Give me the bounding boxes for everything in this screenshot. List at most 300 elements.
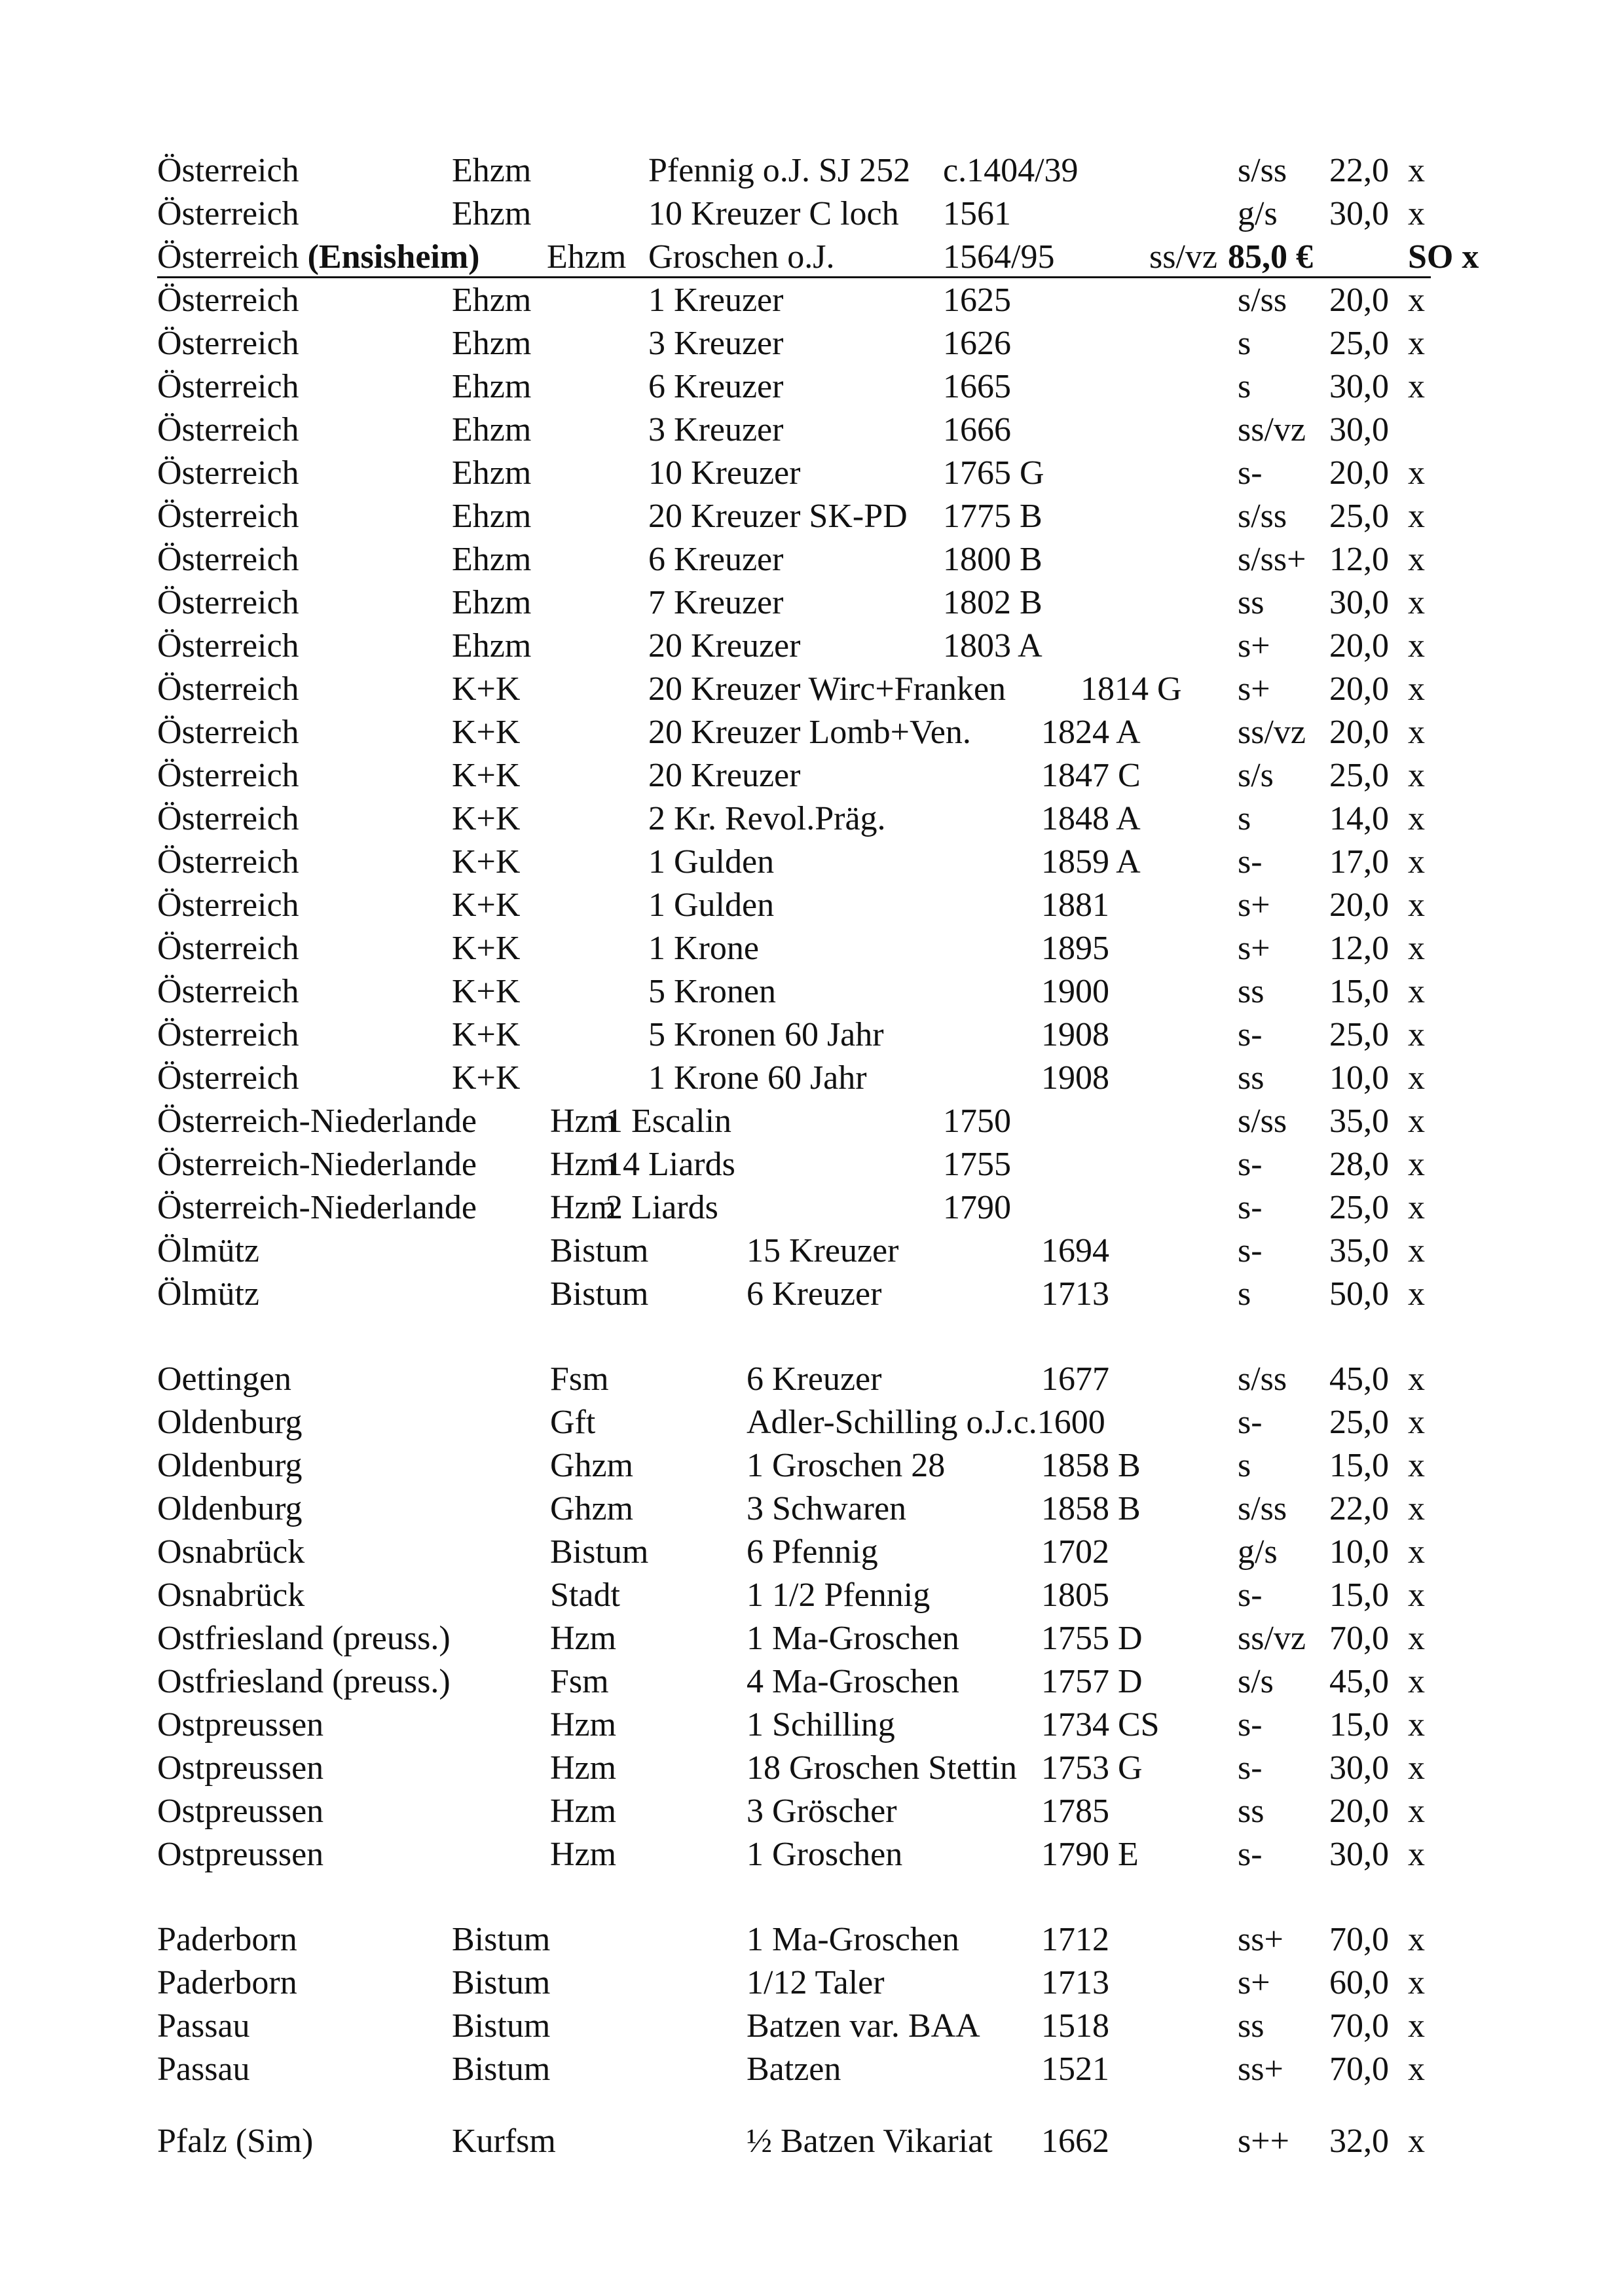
type-cell: K+K bbox=[452, 757, 521, 794]
type-cell: Ghzm bbox=[550, 1447, 634, 1484]
listing-row bbox=[0, 1143, 1624, 1186]
type-cell: Gft bbox=[550, 1404, 596, 1441]
grade-cell: s- bbox=[1238, 454, 1263, 492]
desc-cell: Batzen bbox=[747, 2050, 841, 2088]
mark-cell: x bbox=[1408, 1576, 1425, 1614]
mark-cell: x bbox=[1408, 627, 1425, 665]
grade-cell: s- bbox=[1238, 843, 1263, 881]
listing-row bbox=[0, 1273, 1624, 1316]
price-cell: 70,0 bbox=[1329, 2007, 1389, 2045]
type-cell: K+K bbox=[452, 800, 521, 837]
year-cell: 1908 bbox=[1041, 1059, 1109, 1097]
price-cell: 15,0 bbox=[1329, 1706, 1389, 1743]
grade-cell: s/ss bbox=[1238, 1490, 1287, 1527]
desc-cell: 7 Kreuzer bbox=[648, 584, 784, 621]
price-cell: 60,0 bbox=[1329, 1964, 1389, 2001]
type-cell: Hzm bbox=[550, 1706, 617, 1743]
region-cell: Oldenburg bbox=[157, 1447, 303, 1484]
grade-cell: s/ss bbox=[1238, 1360, 1287, 1398]
desc-cell: 4 Ma-Groschen bbox=[747, 1663, 959, 1700]
desc-cell: 20 Kreuzer Lomb+Ven. bbox=[648, 714, 971, 751]
year-cell: 1881 bbox=[1041, 886, 1109, 924]
region-cell: Österreich bbox=[157, 325, 299, 362]
year-cell: 1800 B bbox=[943, 541, 1043, 578]
price-cell: 15,0 bbox=[1329, 973, 1389, 1010]
year-cell: 1785 bbox=[1041, 1793, 1109, 1830]
region-cell bbox=[157, 236, 479, 279]
type-cell: Ehzm bbox=[452, 282, 532, 319]
mark-cell: x bbox=[1408, 714, 1425, 751]
type-cell: K+K bbox=[452, 930, 521, 967]
price-cell: 25,0 bbox=[1329, 1016, 1389, 1053]
region-cell: Österreich bbox=[157, 195, 299, 232]
grade-cell: s bbox=[1238, 1447, 1251, 1484]
mark-cell: x bbox=[1408, 1360, 1425, 1398]
price-cell: 30,0 bbox=[1329, 1836, 1389, 1873]
desc-cell: 5 Kronen 60 Jahr bbox=[648, 1016, 884, 1053]
year-cell: c.1404/39 bbox=[943, 152, 1079, 189]
region-note-bold: (Ensisheim) bbox=[307, 238, 480, 276]
grade-cell: ss/vz bbox=[1238, 411, 1306, 448]
listing-row bbox=[0, 1660, 1624, 1704]
price-cell: 45,0 bbox=[1329, 1360, 1389, 1398]
type-cell: Hzm bbox=[550, 1749, 617, 1787]
year-cell: 1755 D bbox=[1041, 1620, 1143, 1657]
desc-cell: Batzen var. BAA bbox=[747, 2007, 980, 2045]
price-cell: 20,0 bbox=[1329, 670, 1389, 708]
price-cell: 25,0 bbox=[1329, 757, 1389, 794]
type-cell: Ehzm bbox=[452, 195, 532, 232]
year-cell: 1734 CS bbox=[1041, 1706, 1160, 1743]
listing-row bbox=[0, 754, 1624, 797]
region-text: Österreich bbox=[157, 238, 308, 276]
year-cell: 1814 G bbox=[1080, 670, 1182, 708]
region-cell: Österreich bbox=[157, 1016, 299, 1053]
mark-cell: x bbox=[1408, 1663, 1425, 1700]
year-cell: 1561 bbox=[943, 195, 1011, 232]
grade-cell: ss bbox=[1238, 1793, 1264, 1830]
listing-row bbox=[0, 2048, 1624, 2091]
desc-cell: Groschen o.J. bbox=[648, 238, 835, 276]
desc-cell: 1 Ma-Groschen bbox=[747, 1921, 959, 1958]
desc-cell: 6 Kreuzer bbox=[747, 1360, 882, 1398]
region-cell: Ostpreussen bbox=[157, 1836, 324, 1873]
desc-cell: 1 Kreuzer bbox=[648, 282, 784, 319]
region-cell: Osnabrück bbox=[157, 1576, 305, 1614]
region-cell: Österreich bbox=[157, 152, 299, 189]
mark-cell: x bbox=[1408, 1490, 1425, 1527]
desc-cell: 6 Kreuzer bbox=[648, 541, 784, 578]
region-cell: Ölmütz bbox=[157, 1275, 259, 1313]
mark-cell: SO x bbox=[1408, 238, 1479, 276]
region-cell: Ostfriesland (preuss.) bbox=[157, 1620, 451, 1657]
listing-row bbox=[0, 1617, 1624, 1660]
listing-row bbox=[0, 538, 1624, 581]
grade-cell: s- bbox=[1238, 1706, 1263, 1743]
region-cell: Österreich bbox=[157, 282, 299, 319]
mark-cell: x bbox=[1408, 843, 1425, 881]
price-cell: 85,0 € bbox=[1228, 238, 1313, 276]
mark-cell: x bbox=[1408, 2007, 1425, 2045]
listing-row bbox=[0, 2120, 1624, 2163]
year-cell: 1665 bbox=[943, 368, 1011, 405]
listing-row bbox=[0, 192, 1624, 236]
type-cell: Stadt bbox=[550, 1576, 620, 1614]
desc-cell: 1 1/2 Pfennig bbox=[747, 1576, 931, 1614]
year-cell: 1802 B bbox=[943, 584, 1043, 621]
year-cell: 1712 bbox=[1041, 1921, 1109, 1958]
grade-cell: s/ss bbox=[1238, 1102, 1287, 1140]
listing-row bbox=[0, 495, 1624, 538]
price-cell: 12,0 bbox=[1329, 541, 1389, 578]
mark-cell: x bbox=[1408, 1016, 1425, 1053]
grade-cell: s- bbox=[1238, 1146, 1263, 1183]
listing-row bbox=[0, 1358, 1624, 1401]
year-cell: 1805 bbox=[1041, 1576, 1109, 1614]
desc-cell: 2 Kr. Revol.Präg. bbox=[648, 800, 886, 837]
region-cell: Österreich bbox=[157, 454, 299, 492]
listing-row bbox=[0, 841, 1624, 884]
price-cell: 35,0 bbox=[1329, 1232, 1389, 1269]
region-cell: Österreich-Niederlande bbox=[157, 1189, 477, 1226]
type-cell: Ehzm bbox=[452, 541, 532, 578]
mark-cell: x bbox=[1408, 1404, 1425, 1441]
listing-row bbox=[0, 1833, 1624, 1876]
type-cell: Kurfsm bbox=[452, 2123, 556, 2160]
grade-cell: s/ss bbox=[1238, 152, 1287, 189]
region-cell: Österreich bbox=[157, 411, 299, 448]
desc-cell: 18 Groschen Stettin bbox=[747, 1749, 1018, 1787]
mark-cell: x bbox=[1408, 1232, 1425, 1269]
mark-cell: x bbox=[1408, 152, 1425, 189]
region-cell: Österreich bbox=[157, 886, 299, 924]
listing-row bbox=[0, 1790, 1624, 1833]
mark-cell: x bbox=[1408, 282, 1425, 319]
desc-cell: 6 Kreuzer bbox=[648, 368, 784, 405]
year-cell: 1755 bbox=[943, 1146, 1011, 1183]
year-cell: 1625 bbox=[943, 282, 1011, 319]
year-cell: 1775 B bbox=[943, 498, 1043, 535]
price-cell: 20,0 bbox=[1329, 454, 1389, 492]
type-cell: Hzm bbox=[550, 1146, 617, 1183]
listing-row bbox=[0, 711, 1624, 754]
mark-cell: x bbox=[1408, 973, 1425, 1010]
listing-row bbox=[0, 279, 1624, 322]
region-cell: Österreich bbox=[157, 973, 299, 1010]
region-cell: Österreich bbox=[157, 930, 299, 967]
region-cell: Ostfriesland (preuss.) bbox=[157, 1663, 451, 1700]
year-cell: 1765 G bbox=[943, 454, 1044, 492]
listing-row bbox=[0, 1057, 1624, 1100]
listing-row bbox=[0, 581, 1624, 625]
price-cell: 10,0 bbox=[1329, 1059, 1389, 1097]
region-cell: Passau bbox=[157, 2007, 250, 2045]
region-cell: Osnabrück bbox=[157, 1533, 305, 1571]
grade-cell: s- bbox=[1238, 1189, 1263, 1226]
year-cell: 1713 bbox=[1041, 1275, 1109, 1313]
grade-cell: s- bbox=[1238, 1016, 1263, 1053]
mark-cell: x bbox=[1408, 1102, 1425, 1140]
grade-cell: s+ bbox=[1238, 627, 1270, 665]
type-cell: K+K bbox=[452, 670, 521, 708]
desc-cell: 3 Gröscher bbox=[747, 1793, 897, 1830]
desc-cell: 2 Liards bbox=[606, 1189, 718, 1226]
type-cell: K+K bbox=[452, 1016, 521, 1053]
desc-cell: 20 Kreuzer SK-PD bbox=[648, 498, 908, 535]
desc-cell: 1/12 Taler bbox=[747, 1964, 885, 2001]
mark-cell: x bbox=[1408, 930, 1425, 967]
year-cell: 1859 A bbox=[1041, 843, 1141, 881]
type-cell: Hzm bbox=[550, 1189, 617, 1226]
price-cell: 25,0 bbox=[1329, 325, 1389, 362]
region-cell: Oettingen bbox=[157, 1360, 292, 1398]
listing-row bbox=[0, 1186, 1624, 1230]
type-cell: Ehzm bbox=[452, 627, 532, 665]
year-cell: 1626 bbox=[943, 325, 1011, 362]
mark-cell: x bbox=[1408, 1793, 1425, 1830]
grade-cell: s++ bbox=[1238, 2123, 1289, 2160]
desc-cell: 1 Escalin bbox=[606, 1102, 732, 1140]
desc-cell: Adler-Schilling o.J.c.1600 bbox=[747, 1404, 1105, 1441]
type-cell: K+K bbox=[452, 714, 521, 751]
price-cell: 25,0 bbox=[1329, 498, 1389, 535]
price-cell: 17,0 bbox=[1329, 843, 1389, 881]
grade-cell: s- bbox=[1238, 1232, 1263, 1269]
price-cell: 30,0 bbox=[1329, 584, 1389, 621]
type-cell: Hzm bbox=[550, 1793, 617, 1830]
desc-cell: 1 Groschen bbox=[747, 1836, 903, 1873]
year-cell: 1694 bbox=[1041, 1232, 1109, 1269]
desc-cell: 5 Kronen bbox=[648, 973, 776, 1010]
type-cell: Fsm bbox=[550, 1663, 609, 1700]
price-cell: 25,0 bbox=[1329, 1404, 1389, 1441]
grade-cell: s- bbox=[1238, 1404, 1263, 1441]
type-cell: Ehzm bbox=[452, 498, 532, 535]
price-cell: 30,0 bbox=[1329, 1749, 1389, 1787]
year-cell: 1666 bbox=[943, 411, 1011, 448]
type-cell: Bistum bbox=[452, 2007, 551, 2045]
listing-row bbox=[0, 1401, 1624, 1444]
grade-cell: ss bbox=[1238, 2007, 1264, 2045]
grade-cell: s- bbox=[1238, 1576, 1263, 1614]
listing-row bbox=[0, 236, 1624, 279]
region-cell: Paderborn bbox=[157, 1964, 297, 2001]
type-cell: Bistum bbox=[550, 1533, 649, 1571]
desc-cell: ½ Batzen Vikariat bbox=[747, 2123, 993, 2160]
year-cell: 1713 bbox=[1041, 1964, 1109, 2001]
grade-cell: ss/vz bbox=[1238, 714, 1306, 751]
listing-row bbox=[0, 1574, 1624, 1617]
type-cell: Hzm bbox=[550, 1102, 617, 1140]
desc-cell: 6 Pfennig bbox=[747, 1533, 878, 1571]
region-cell: Österreich bbox=[157, 627, 299, 665]
type-cell: Bistum bbox=[452, 1964, 551, 2001]
desc-cell: 3 Kreuzer bbox=[648, 325, 784, 362]
desc-cell: 3 Schwaren bbox=[747, 1490, 907, 1527]
region-cell: Oldenburg bbox=[157, 1490, 303, 1527]
grade-cell: s+ bbox=[1238, 670, 1270, 708]
mark-cell: x bbox=[1408, 1059, 1425, 1097]
listing-row bbox=[0, 452, 1624, 495]
listing-row bbox=[0, 365, 1624, 409]
region-cell: Österreich bbox=[157, 800, 299, 837]
type-cell: Hzm bbox=[550, 1836, 617, 1873]
listing-row bbox=[0, 1961, 1624, 2005]
year-cell: 1847 C bbox=[1041, 757, 1141, 794]
mark-cell: x bbox=[1408, 1189, 1425, 1226]
price-cell: 70,0 bbox=[1329, 2050, 1389, 2088]
region-cell: Österreich bbox=[157, 757, 299, 794]
price-cell: 22,0 bbox=[1329, 152, 1389, 189]
listing-row bbox=[0, 668, 1624, 711]
type-cell: Ghzm bbox=[550, 1490, 634, 1527]
grade-cell: s bbox=[1238, 368, 1251, 405]
price-cell: 35,0 bbox=[1329, 1102, 1389, 1140]
type-cell: Bistum bbox=[550, 1232, 649, 1269]
year-cell: 1518 bbox=[1041, 2007, 1109, 2045]
year-cell: 1900 bbox=[1041, 973, 1109, 1010]
mark-cell: x bbox=[1408, 886, 1425, 924]
desc-cell: 10 Kreuzer bbox=[648, 454, 801, 492]
type-cell: Ehzm bbox=[452, 325, 532, 362]
type-cell: K+K bbox=[452, 973, 521, 1010]
mark-cell: x bbox=[1408, 584, 1425, 621]
desc-cell: Pfennig o.J. SJ 252 bbox=[648, 152, 911, 189]
type-cell: Hzm bbox=[550, 1620, 617, 1657]
price-cell: 20,0 bbox=[1329, 282, 1389, 319]
listing-row bbox=[0, 1918, 1624, 1961]
listing-row bbox=[0, 149, 1624, 192]
mark-cell: x bbox=[1408, 2050, 1425, 2088]
year-cell: 1757 D bbox=[1041, 1663, 1143, 1700]
type-cell: Ehzm bbox=[547, 238, 627, 276]
grade-cell: ss+ bbox=[1238, 1921, 1283, 1958]
desc-cell: 1 Krone bbox=[648, 930, 759, 967]
mark-cell: x bbox=[1408, 1620, 1425, 1657]
price-cell: 20,0 bbox=[1329, 627, 1389, 665]
grade-cell: s+ bbox=[1238, 930, 1270, 967]
year-cell: 1677 bbox=[1041, 1360, 1109, 1398]
year-cell: 1824 A bbox=[1041, 714, 1141, 751]
grade-cell: ss bbox=[1238, 1059, 1264, 1097]
region-cell: Österreich bbox=[157, 1059, 299, 1097]
grade-cell: s+ bbox=[1238, 1964, 1270, 2001]
year-cell: 1858 B bbox=[1041, 1490, 1141, 1527]
grade-cell: ss bbox=[1238, 973, 1264, 1010]
grade-cell: s+ bbox=[1238, 886, 1270, 924]
region-cell: Ostpreussen bbox=[157, 1706, 324, 1743]
grade-cell: ss/vz bbox=[1238, 1620, 1306, 1657]
price-cell: 28,0 bbox=[1329, 1146, 1389, 1183]
desc-cell: 10 Kreuzer C loch bbox=[648, 195, 899, 232]
grade-cell: s- bbox=[1238, 1836, 1263, 1873]
listing-row bbox=[0, 1100, 1624, 1143]
mark-cell: x bbox=[1408, 1964, 1425, 2001]
type-cell: Ehzm bbox=[452, 454, 532, 492]
price-cell: 20,0 bbox=[1329, 886, 1389, 924]
mark-cell: x bbox=[1408, 1533, 1425, 1571]
region-cell: Österreich-Niederlande bbox=[157, 1146, 477, 1183]
grade-cell: s bbox=[1238, 800, 1251, 837]
type-cell: Bistum bbox=[452, 1921, 551, 1958]
price-cell: 10,0 bbox=[1329, 1533, 1389, 1571]
listing-row bbox=[0, 1704, 1624, 1747]
type-cell: K+K bbox=[452, 843, 521, 881]
region-cell: Oldenburg bbox=[157, 1404, 303, 1441]
year-cell: 1908 bbox=[1041, 1016, 1109, 1053]
region-cell: Paderborn bbox=[157, 1921, 297, 1958]
grade-cell: s- bbox=[1238, 1749, 1263, 1787]
grade-cell: g/s bbox=[1238, 1533, 1278, 1571]
price-cell: 25,0 bbox=[1329, 1189, 1389, 1226]
grade-cell: s/s bbox=[1238, 1663, 1274, 1700]
region-cell: Österreich bbox=[157, 670, 299, 708]
type-cell: K+K bbox=[452, 1059, 521, 1097]
year-cell: 1803 A bbox=[943, 627, 1043, 665]
region-cell: Pfalz (Sim) bbox=[157, 2123, 314, 2160]
desc-cell: 20 Kreuzer bbox=[648, 757, 801, 794]
desc-cell: 6 Kreuzer bbox=[747, 1275, 882, 1313]
price-cell: 70,0 bbox=[1329, 1620, 1389, 1657]
desc-cell: 1 Krone 60 Jahr bbox=[648, 1059, 867, 1097]
listing-row bbox=[0, 1531, 1624, 1574]
listing-row bbox=[0, 970, 1624, 1013]
mark-cell: x bbox=[1408, 541, 1425, 578]
region-cell: Österreich bbox=[157, 843, 299, 881]
mark-cell: x bbox=[1408, 1447, 1425, 1484]
price-cell: 22,0 bbox=[1329, 1490, 1389, 1527]
price-cell: 30,0 bbox=[1329, 411, 1389, 448]
type-cell: Ehzm bbox=[452, 152, 532, 189]
type-cell: Ehzm bbox=[452, 368, 532, 405]
price-cell: 14,0 bbox=[1329, 800, 1389, 837]
listing-row bbox=[0, 797, 1624, 841]
listing-row bbox=[0, 409, 1624, 452]
grade-cell: s/s bbox=[1238, 757, 1274, 794]
grade-cell: ss bbox=[1238, 584, 1264, 621]
desc-cell: 3 Kreuzer bbox=[648, 411, 784, 448]
mark-cell: x bbox=[1408, 368, 1425, 405]
year-cell: 1702 bbox=[1041, 1533, 1109, 1571]
type-cell: Ehzm bbox=[452, 411, 532, 448]
region-cell: Österreich-Niederlande bbox=[157, 1102, 477, 1140]
year-cell: 1858 B bbox=[1041, 1447, 1141, 1484]
year-cell: 1790 bbox=[943, 1189, 1011, 1226]
mark-cell: x bbox=[1408, 670, 1425, 708]
mark-cell: x bbox=[1408, 1146, 1425, 1183]
region-cell: Passau bbox=[157, 2050, 250, 2088]
price-cell: 45,0 bbox=[1329, 1663, 1389, 1700]
price-cell: 30,0 bbox=[1329, 368, 1389, 405]
price-cell: 30,0 bbox=[1329, 195, 1389, 232]
region-cell: Österreich bbox=[157, 498, 299, 535]
year-cell: 1521 bbox=[1041, 2050, 1109, 2088]
mark-cell: x bbox=[1408, 1706, 1425, 1743]
mark-cell: x bbox=[1408, 800, 1425, 837]
grade-cell: s bbox=[1238, 325, 1251, 362]
desc-cell: 1 Gulden bbox=[648, 843, 775, 881]
listing-row bbox=[0, 1747, 1624, 1790]
desc-cell: 20 Kreuzer Wirc+Franken bbox=[648, 670, 1006, 708]
mark-cell: x bbox=[1408, 1749, 1425, 1787]
type-cell: Ehzm bbox=[452, 584, 532, 621]
listing-row bbox=[0, 322, 1624, 365]
region-cell: Ostpreussen bbox=[157, 1793, 324, 1830]
mark-cell: x bbox=[1408, 454, 1425, 492]
grade-cell: g/s bbox=[1238, 195, 1278, 232]
listing-row bbox=[0, 884, 1624, 927]
price-cell: 32,0 bbox=[1329, 2123, 1389, 2160]
